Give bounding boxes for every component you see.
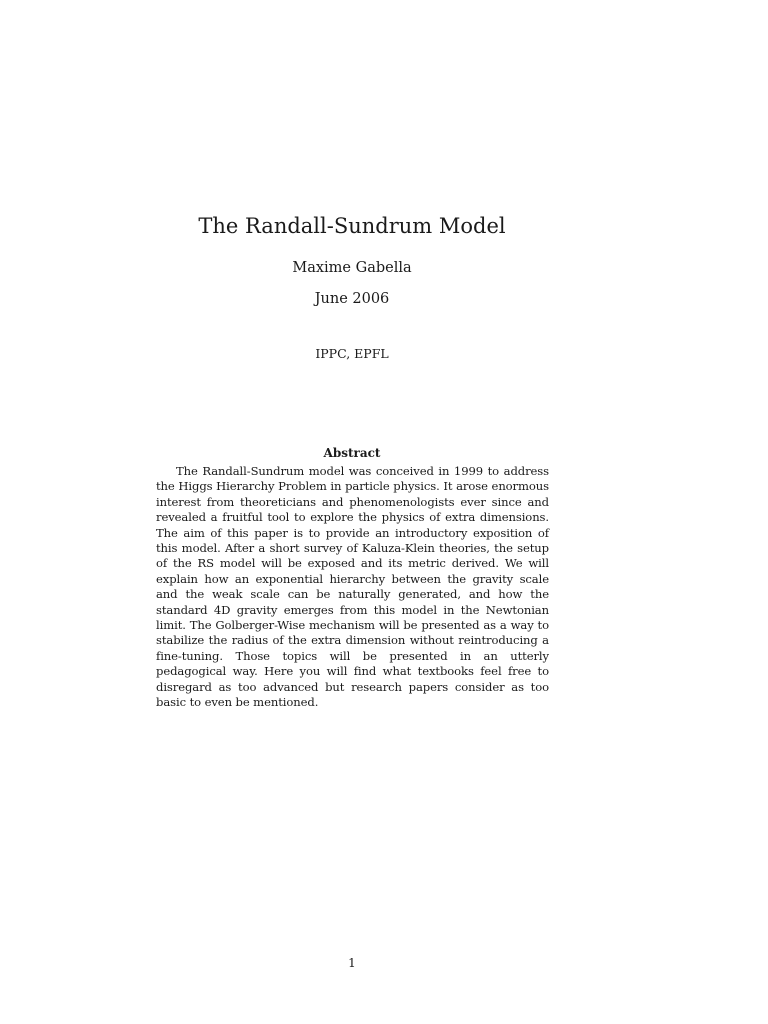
publication-date: June 2006 <box>314 291 390 307</box>
author-name: Maxime Gabella <box>292 260 412 276</box>
paper-title: The Randall-Sundrum Model <box>198 214 506 238</box>
abstract-text: The Randall-Sundrum model was conceived in 1999 to address the Higgs Hierarchy Problem in particle physics. It arose enormous interest from theoreticians and phenomenologists ever since and revealed a fruitful tool to explore the physics of extra dimensions. The aim of this paper is to provide an introductory exposition of this model. After a short survey of Kaluza-Klein theories, the setup of the RS model will be exposed and its metric derived. We will explain how an exponential hierarchy between the gravity scale and the weak scale can be naturally generated, and how the standard 4D gravity emerges from this model in the Newtonian limit. The Golberger-Wise mechanism will be presented as a way to stabilize the radius of the extra dimension without reintroducing a fine-tuning. Those topics will be presented in an utterly pedagogical way. Here you will find what textbooks feel free to disregard as too advanced but research papers consider as too basic to even be mentioned. <box>156 464 549 710</box>
page-number: 1 <box>348 956 356 970</box>
abstract-heading: Abstract <box>323 446 381 460</box>
affiliation: IPPC, EPFL <box>315 346 389 361</box>
